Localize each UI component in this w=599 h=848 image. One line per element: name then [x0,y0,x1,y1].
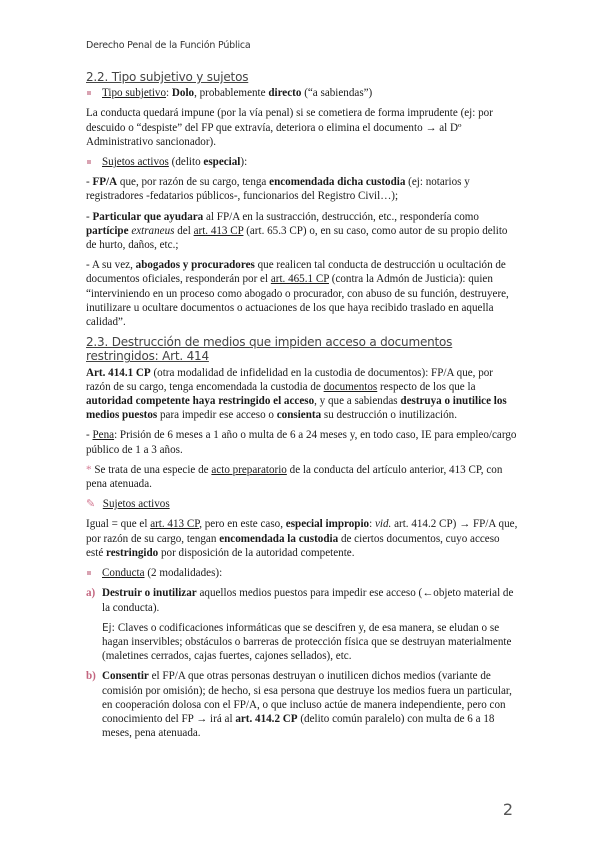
tipo-subjetivo-item: Tipo subjetivo: Dolo, probablemente directo (“a sabiendas”) [86,86,518,100]
abogados-paragraph: - A su vez, abogados y procuradores que realicen tal conducta de destrucción u ocultación de documentos oficiales, responderán por el art. 465.1 CP (contra la Admón de Justicia): quien “interviniendo en un proceso como abogado o procurador, con abuso de su función, destruyere, inutilizare u ocultare documentos o actuaciones de los que haya recibido traslado en aquella calidad”. [86,259,509,329]
art-414-paragraph: Art. 414.1 CP (otra modalidad de infidelidad en la custodia de documentos): FP/A que, por razón de su cargo, tenga encomendada la custodia de documentos respecto de los que la autoridad competente haya restringido el acceso, y que a sabiendas destruya o inutilice los medios puestos para impedir ese acceso o consienta su destrucción o inutilización. [86,366,507,422]
list-label-b: b) [86,670,96,683]
bullet-square-icon [87,160,91,164]
ejemplo-label: Ej: [102,621,116,634]
modalidad-b: b) Consentir el FP/A que otras personas destruyan o inutilicen dichos medios (variante de comisión por omisión); de hecho, si esa persona que destruye los medios fuera un particular, en cooperación dolosa con el FP/A, o que incluso actúe de manera independiente, pero con conocimiento del FP → irá al art. 414.2 CP (delito común paralelo) con multa de 6 a 18 meses, pena atenuada. [86,670,512,740]
list-label-a: a) [86,587,96,600]
ejemplo-paragraph: Ej: Claves o codificaciones informáticas que se descifren y, de esa manera, se eludan o se hagan inservibles; obstáculos o barreras de protección física que se destruyan materialmente (maletines cerrados, cajas fuertes, cajones sellados), etc. [102,621,512,663]
pencil-icon: ✎ [86,498,96,511]
sujetos-activos-item: Sujetos activos (delito especial): [86,155,518,169]
conducta-item: Conducta (2 modalidades): [86,566,518,580]
sujetos-activos-heading: ✎ Sujetos activos [86,498,170,511]
section-2-2-title: 2.2. Tipo subjetivo y sujetos [86,70,249,84]
asterisk-icon: * [86,463,92,476]
running-header: Derecho Penal de la Función Pública [86,40,251,51]
pena-paragraph: - Pena: Prisión de 6 meses a 1 año o multa de 6 a 24 meses y, en todo caso, IE para empleo/cargo público de 1 a 3 años. [86,429,517,456]
igual-paragraph: Igual = que el art. 413 CP, pero en este caso, especial impropio: vid. art. 414.2 CP) → FP/A que, por razón de su cargo, tengan encomendada la custodia de ciertos documentos, cuyo acceso esté restringido por disposición de la autoridad competente. [86,518,518,559]
impune-paragraph: La conducta quedará impune (por la vía penal) si se cometiera de forma imprudente (ej: por descuido o “despiste” del FP que extravía, deteriora o elimina el documento → al Dº Administrativo sancionador). [86,107,493,148]
bullet-square-icon [87,91,91,95]
particular-paragraph: - Particular que ayudara al FP/A en la sustracción, destrucción, etc., respondería como partícipe extraneus del art. 413 CP (art. 65.3 CP) o, en su caso, como autor de su propio delito de hurto, daños, etc.; [86,210,508,252]
modalidad-a: a) Destruir o inutilizar aquellos medios puestos para impedir ese acceso (←objeto material de la conducta). [86,587,514,614]
fp-paragraph: - FP/A que, por razón de su cargo, tenga encomendada dicha custodia (ej: notarios y registradores -fedatarios públicos-, funcionarios del Registro Civil…); [86,176,470,203]
bullet-square-icon [87,571,91,575]
section-2-3-title: 2.3. Destrucción de medios que impiden acceso a documentos restringidos: Art. 414 [86,335,453,364]
page-number: 2 [502,800,513,819]
nota-paragraph: * Se trata de una especie de acto preparatorio de la conducta del artículo anterior, 413 CP, con pena atenuada. [86,463,503,491]
page-content [86,70,518,746]
